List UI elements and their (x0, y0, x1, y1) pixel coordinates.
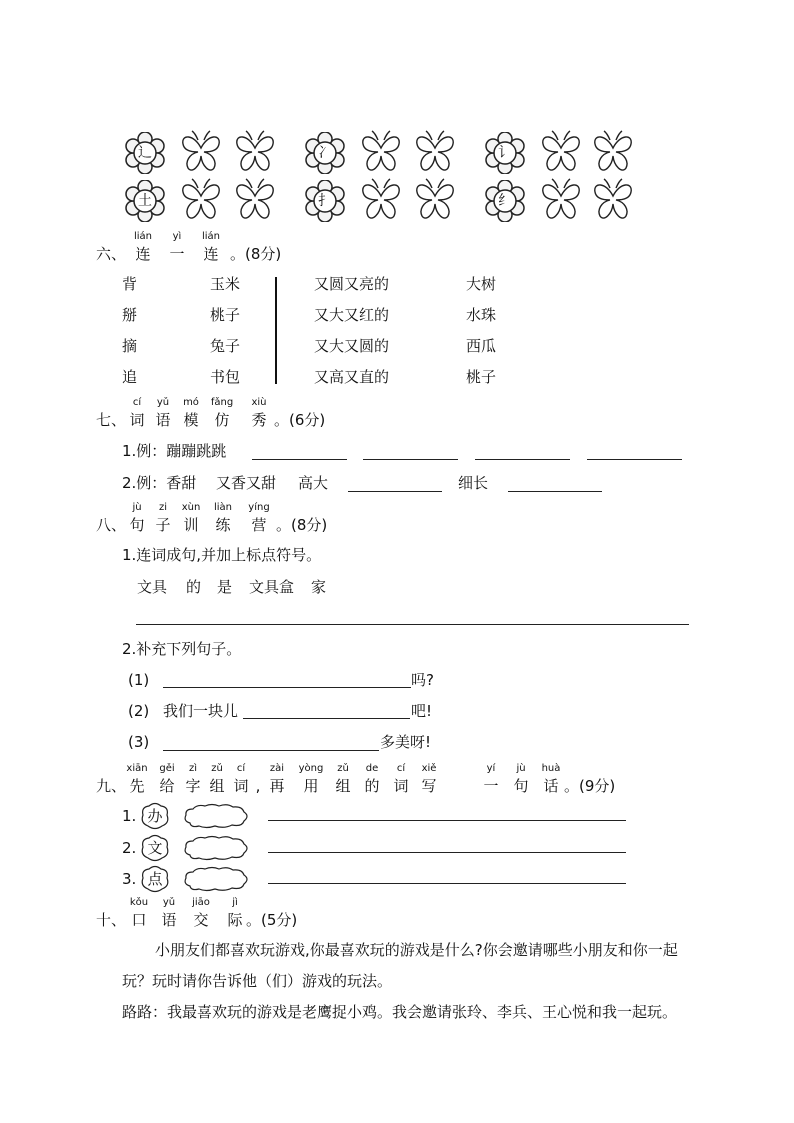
score: 。(6分) (274, 411, 326, 429)
flower-radical: 讠 (498, 145, 512, 161)
pinyin-char: xiān 先 (126, 763, 148, 795)
section-6-title (96, 232, 496, 264)
pinyin-char: xiù 秀 (251, 397, 267, 429)
pinyin-char: kǒu 口 (129, 897, 149, 929)
example-1: 1.例：蹦蹦跳跳 (122, 442, 227, 460)
flower-butterfly-area (118, 128, 648, 224)
pinyin-char: jì 际 (227, 897, 243, 929)
word-tile: 文具盒 (249, 578, 295, 596)
match-word: 桃子 (210, 306, 241, 324)
match-word: 玉米 (210, 275, 241, 293)
flower (304, 180, 346, 222)
section-number: 八、 (96, 516, 127, 534)
answer-line[interactable] (243, 718, 410, 719)
matching-right-col1 (314, 275, 389, 399)
paragraph-line: 路路：我最喜欢玩的游戏是老鹰捉小鸡。我会邀请张玲、李兵、王心悦和我一起玩。 (122, 1003, 678, 1021)
pinyin-char: yí 一 (483, 763, 499, 795)
match-word: 追 (122, 368, 138, 386)
pinyin-char: gěi 给 (159, 763, 175, 795)
pinyin-char: zài 再 (269, 763, 285, 795)
cloud-answer-box[interactable] (182, 835, 250, 861)
word-tile: 的 (186, 578, 202, 596)
word-tile: 是 (217, 578, 233, 596)
butterfly-icon (234, 178, 276, 222)
answer-line[interactable] (587, 459, 682, 460)
match-word: 又大又圆的 (314, 337, 390, 355)
butterfly-icon (414, 178, 456, 222)
sentence-number: (1) (128, 671, 150, 689)
pinyin-char: yòng 用 (298, 763, 324, 795)
pinyin-char: zǔ 组 (209, 763, 225, 795)
sentence-ending: 多美呀! (380, 733, 432, 751)
answer-line[interactable] (163, 750, 379, 751)
pinyin-char: yǔ 语 (155, 397, 171, 429)
sentence-start: 我们一块儿 (163, 702, 239, 720)
flower (124, 132, 166, 174)
pinyin-char: cí 词 (393, 763, 409, 795)
flower (124, 180, 166, 222)
item-number: 3. (122, 870, 137, 888)
pinyin-char: cí 词 (129, 397, 145, 429)
match-word: 书包 (210, 368, 241, 386)
pinyin-char: xiě 写 (421, 763, 437, 795)
sentence-number: (3) (128, 733, 150, 751)
pinyin-char: zi 子 (155, 502, 171, 534)
word-item (120, 802, 640, 830)
item-number: 1. (122, 807, 137, 825)
section-8-title (96, 503, 496, 535)
answer-line[interactable] (252, 459, 347, 460)
character: 点 (147, 870, 163, 888)
pinyin-char: lián 连 (201, 231, 221, 263)
match-word: 又大又红的 (314, 306, 390, 324)
sentence-answer-line[interactable] (268, 883, 626, 884)
pinyin-char: jù 句 (129, 502, 145, 534)
section-number: 六、 (96, 245, 127, 263)
section-number: 十、 (96, 911, 127, 929)
pinyin-char: jiāo 交 (192, 897, 210, 929)
section-9-title (96, 764, 656, 796)
pinyin-char: zǔ 组 (335, 763, 351, 795)
match-word: 桃子 (466, 368, 497, 386)
sentence-answer-line[interactable] (136, 624, 689, 625)
match-word: 大树 (466, 275, 497, 293)
butterfly-icon (540, 130, 582, 174)
flower-char-badge (140, 802, 170, 830)
sentence-number: (2) (128, 702, 150, 720)
cloud-answer-box[interactable] (182, 803, 250, 829)
pinyin-char: de 的 (364, 763, 380, 795)
match-word: 又高又直的 (314, 368, 390, 386)
match-word: 摘 (122, 337, 138, 355)
word-item (120, 834, 640, 862)
butterfly-icon (180, 130, 222, 174)
flower (304, 132, 346, 174)
cloud-icon (182, 803, 250, 829)
section-number: 七、 (96, 411, 127, 429)
pinyin-char: fǎng 仿 (210, 397, 234, 429)
score: 。(8分) (230, 245, 282, 263)
paragraph-line: 玩？玩时请你告诉他（们）游戏的玩法。 (122, 972, 393, 990)
sentence-ending: 吧! (411, 702, 433, 720)
paragraph-line: 小朋友们都喜欢玩游戏,你最喜欢玩的游戏是什么?你会邀请哪些小朋友和你一起 (155, 941, 678, 959)
pinyin-char: liàn 练 (213, 502, 233, 534)
sentence-answer-line[interactable] (268, 852, 626, 853)
example-2-answer: 又香又甜 (216, 474, 277, 492)
flower-char-badge (140, 834, 170, 862)
cloud-answer-box[interactable] (182, 866, 250, 892)
score: 。(8分) (276, 516, 328, 534)
matching-left-col2 (210, 275, 240, 399)
word-tile: 家 (311, 578, 327, 596)
flower-radical: 扌 (318, 193, 332, 209)
question-2: 2.补充下列句子。 (122, 640, 242, 658)
match-word: 兔子 (210, 337, 241, 355)
answer-line[interactable] (508, 491, 602, 492)
match-word: 西瓜 (466, 337, 497, 355)
sentence-ending: 吗? (411, 671, 434, 689)
match-word: 又圆又亮的 (314, 275, 390, 293)
butterfly-icon (180, 178, 222, 222)
match-word: 水珠 (466, 306, 497, 324)
word-gaoda: 高大 (298, 474, 329, 492)
pinyin-char: yǔ 语 (161, 897, 177, 929)
cloud-icon (182, 835, 250, 861)
butterfly-icon (592, 178, 634, 222)
flower-char-badge (140, 865, 170, 893)
answer-line[interactable] (475, 459, 570, 460)
pinyin-char: yíng 营 (248, 502, 270, 534)
character: 文 (147, 839, 163, 857)
pinyin-char: lián 连 (133, 231, 153, 263)
word-item (120, 865, 640, 893)
cloud-icon (182, 866, 250, 892)
butterfly-icon (360, 130, 402, 174)
example-2: 2.例：香甜 (122, 474, 197, 492)
flower-radical: 辶 (138, 145, 152, 161)
section-7-title (96, 398, 496, 430)
flower (484, 132, 526, 174)
character: 办 (147, 807, 163, 825)
pinyin-char: mó 模 (183, 397, 199, 429)
butterfly-icon (360, 178, 402, 222)
answer-line[interactable] (348, 491, 442, 492)
match-word: 掰 (122, 306, 138, 324)
pinyin-char: huà 话 (541, 763, 561, 795)
score: 。(9分) (564, 777, 616, 795)
flower (484, 180, 526, 222)
item-number: 2. (122, 839, 137, 857)
matching-left-col1 (122, 275, 137, 399)
matching-divider (275, 277, 277, 384)
pinyin-char: jù 句 (513, 763, 529, 795)
pinyin-char: xùn 训 (181, 502, 201, 534)
butterfly-icon (540, 178, 582, 222)
answer-line[interactable] (363, 459, 458, 460)
matching-right-col2 (466, 275, 496, 399)
pinyin-char: cí 词 (233, 763, 249, 795)
butterfly-icon (592, 130, 634, 174)
flower-radical: 土 (138, 193, 152, 209)
word-xichang: 细长 (458, 474, 489, 492)
section-number: 九、 (96, 777, 127, 795)
flower-radical: 纟 (498, 193, 512, 209)
pinyin-char: zì 字 (185, 763, 201, 795)
sentence-answer-line[interactable] (268, 820, 626, 821)
question-1: 1.连词成句,并加上标点符号。 (122, 546, 322, 564)
section-10-title (96, 898, 496, 930)
answer-line[interactable] (163, 687, 411, 688)
match-word: 背 (122, 275, 138, 293)
butterfly-icon (234, 130, 276, 174)
word-tile: 文具 (137, 578, 168, 596)
flower-radical: 冫 (318, 145, 332, 161)
pinyin-char: , (255, 777, 261, 795)
pinyin-char: yì 一 (169, 231, 185, 263)
butterfly-icon (414, 130, 456, 174)
score: 。(5分) (246, 911, 298, 929)
